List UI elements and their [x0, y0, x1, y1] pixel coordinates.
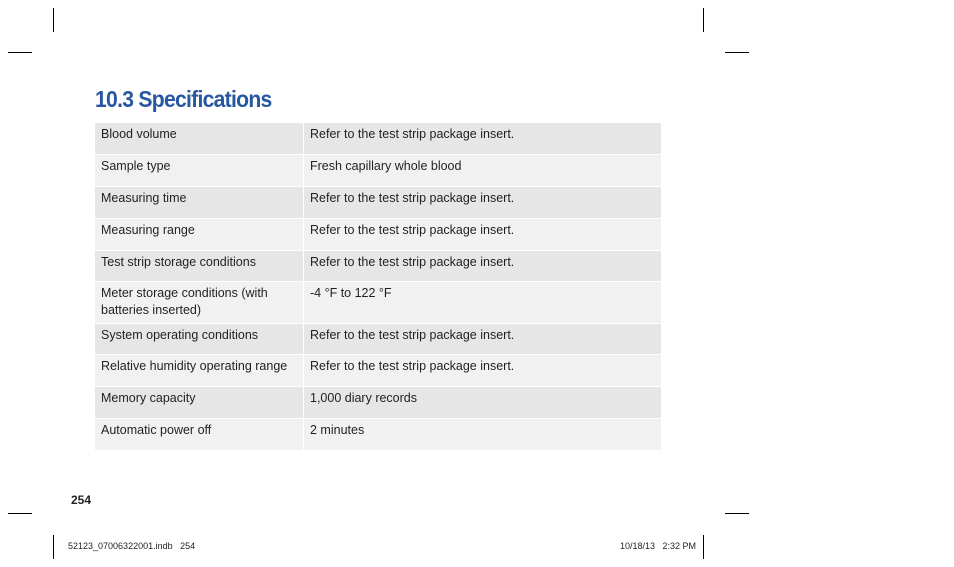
table-row: [95, 324, 661, 355]
spec-label: Meter storage conditions (with batteries inserted): [95, 282, 304, 323]
crop-mark: [53, 8, 54, 32]
table-row: [95, 187, 661, 219]
crop-mark: [8, 52, 32, 53]
crop-mark: [703, 535, 704, 559]
spec-label: Measuring range: [95, 219, 304, 250]
spec-label: Relative humidity operating range: [95, 355, 304, 386]
page-number: 254: [71, 493, 92, 507]
table-row: [95, 123, 661, 155]
spec-value: Refer to the test strip package insert.: [304, 219, 661, 250]
table-row: [95, 219, 661, 251]
spec-label: Sample type: [95, 155, 304, 186]
table-row: [95, 419, 661, 450]
spec-value: 1,000 diary records: [304, 387, 661, 418]
spec-label: Memory capacity: [95, 387, 304, 418]
spec-value: Refer to the test strip package insert.: [304, 123, 661, 154]
table-row: [95, 387, 661, 419]
spec-label: Automatic power off: [95, 419, 304, 450]
table-row: [95, 251, 661, 282]
crop-mark: [725, 513, 749, 514]
crop-mark: [8, 513, 32, 514]
crop-mark: [703, 8, 704, 32]
spec-value: Refer to the test strip package insert.: [304, 251, 661, 281]
spec-label: Measuring time: [95, 187, 304, 218]
spec-label: System operating conditions: [95, 324, 304, 354]
spec-label: Test strip storage conditions: [95, 251, 304, 281]
page-title: 10.3 Specifications: [95, 86, 272, 112]
spec-value: 2 minutes: [304, 419, 661, 450]
spec-value: Refer to the test strip package insert.: [304, 324, 661, 354]
crop-mark: [725, 52, 749, 53]
table-row: [95, 282, 661, 324]
spec-value: -4 °F to 122 °F: [304, 282, 661, 323]
print-slug-date: 10/18/13 2:32 PM: [620, 541, 697, 551]
spec-value: Refer to the test strip package insert.: [304, 187, 661, 218]
table-row: [95, 355, 661, 387]
spec-value: Fresh capillary whole blood: [304, 155, 661, 186]
table-row: [95, 155, 661, 187]
spec-label: Blood volume: [95, 123, 304, 154]
spec-value: Refer to the test strip package insert.: [304, 355, 661, 386]
print-slug-file: 52123_07006322001.indb 254: [68, 541, 196, 551]
crop-mark: [53, 535, 54, 559]
specifications-table: [95, 123, 661, 450]
